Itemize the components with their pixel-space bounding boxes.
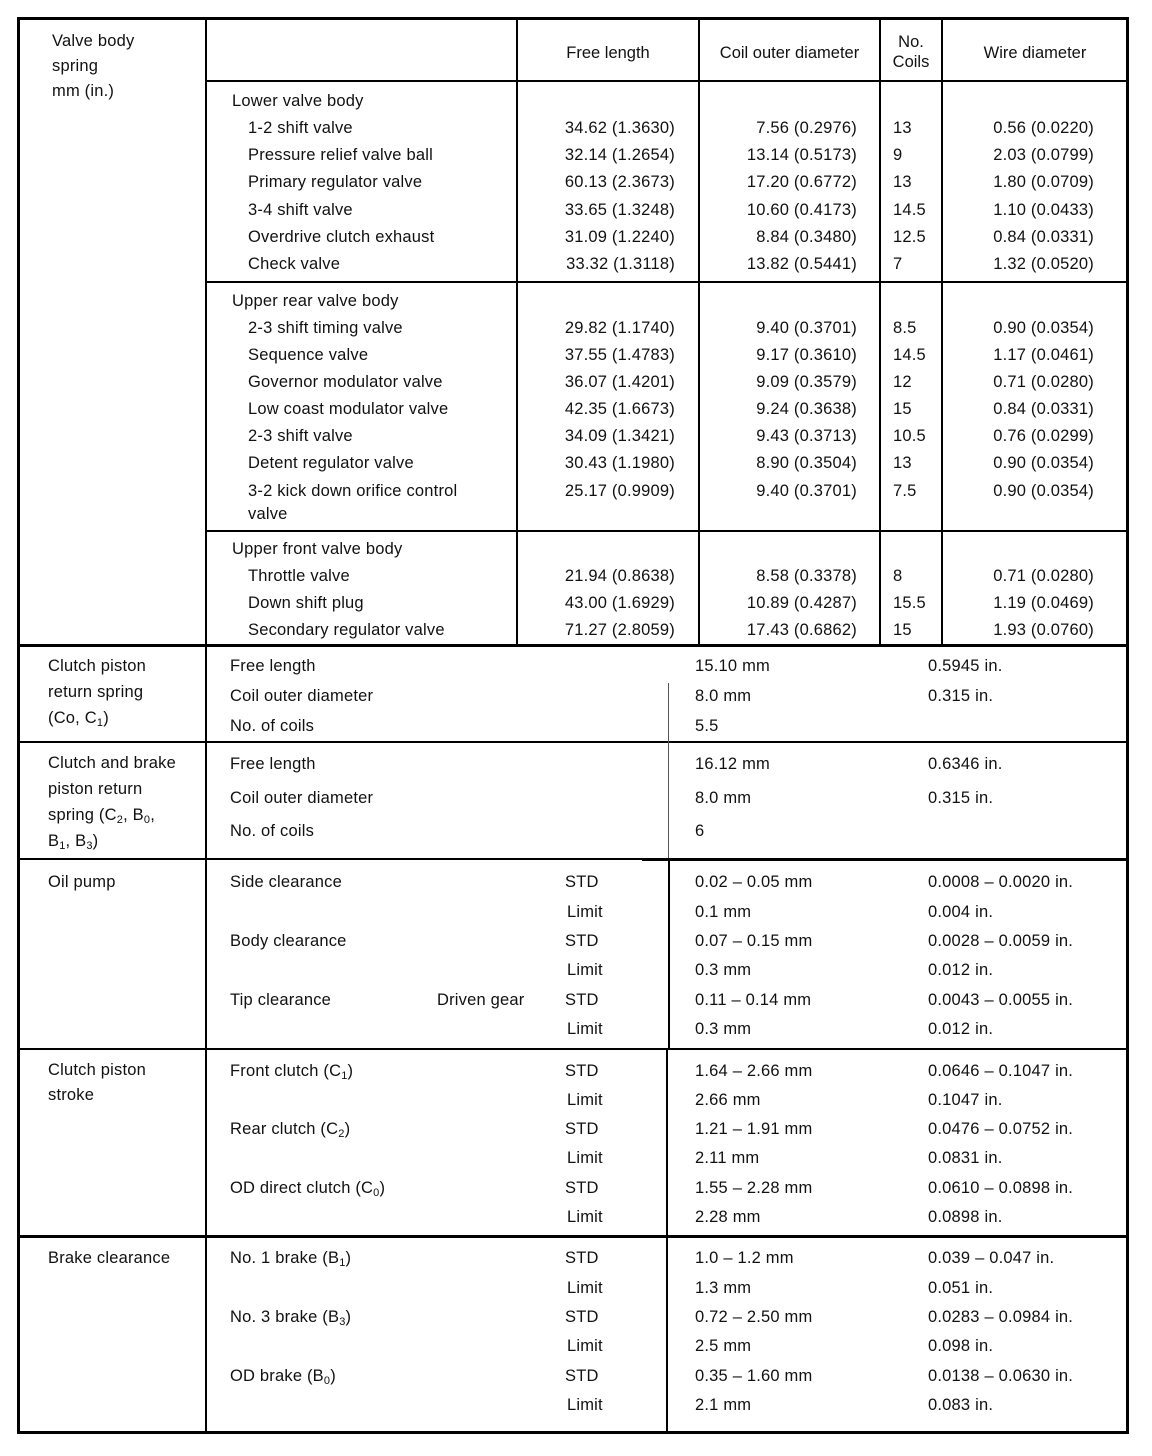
spec-kind: Limit xyxy=(567,903,603,921)
valve-name: 3-4 shift valve xyxy=(248,201,353,219)
spec-in: 0.0028 – 0.0059 in. xyxy=(928,932,1074,950)
coils-value: 12 xyxy=(893,373,912,391)
valve-name: Overdrive clutch exhaust xyxy=(248,228,435,246)
coil-od-value: 7.56 (0.2976) xyxy=(756,119,857,137)
valve-name: Sequence valve xyxy=(248,346,369,364)
coils-value: 7.5 xyxy=(893,482,917,500)
valve-body-label-2: spring xyxy=(52,57,99,75)
spec-item: No. 3 brake $(B_3)$ xyxy=(230,1308,352,1328)
wire-value: 1.93 (0.0760) xyxy=(993,621,1094,639)
clutch-brake-label-3: spring ($C_2$, $B_0$, xyxy=(48,806,155,826)
spec-mm: 0.72 – 2.50 mm xyxy=(695,1308,813,1326)
coils-value: 13 xyxy=(893,119,912,137)
divider-sec2 xyxy=(17,741,1129,743)
spec-mm: 0.02 – 0.05 mm xyxy=(695,873,813,891)
free-length-value: 60.13 (2.3673) xyxy=(564,173,675,191)
valve-name: Throttle valve xyxy=(248,567,350,585)
free-length-value: 25.17 (0.9909) xyxy=(564,482,675,500)
spec-sub-item: Driven gear xyxy=(437,991,525,1009)
spec-mm: 2.1 mm xyxy=(695,1396,752,1414)
spec-mm: 2.66 mm xyxy=(695,1091,761,1109)
spec-kind: Limit xyxy=(567,1396,603,1414)
spec-item: Tip clearance xyxy=(230,991,332,1009)
spec-in: 0.0610 – 0.0898 in. xyxy=(928,1179,1074,1197)
coil-od-value: 9.40 (0.3701) xyxy=(756,319,857,337)
header-no-coils-2: Coils xyxy=(892,53,930,71)
wire-value: 2.03 (0.0799) xyxy=(993,146,1094,164)
wire-value: 1.17 (0.0461) xyxy=(993,346,1094,364)
free-length-value: 33.65 (1.3248) xyxy=(564,201,675,219)
divider-col-coils xyxy=(879,17,881,644)
free-length-value: 32.14 (1.2654) xyxy=(564,146,675,164)
coil-od-value: 8.84 (0.3480) xyxy=(756,228,857,246)
coils-value: 13 xyxy=(893,173,912,191)
group-title: Upper front valve body xyxy=(232,540,403,558)
spec-kind: Limit xyxy=(567,1020,603,1038)
spec-in: 0.0043 – 0.0055 in. xyxy=(928,991,1074,1009)
spec-item: No. of coils xyxy=(230,822,315,840)
coils-value: 13 xyxy=(893,454,912,472)
header-free-length: Free length xyxy=(566,44,650,62)
coils-value: 12.5 xyxy=(893,228,926,246)
spec-item: OD direct clutch $(C_0)$ xyxy=(230,1179,386,1199)
header-no-coils-1: No. xyxy=(898,33,924,51)
spec-in: 0.083 in. xyxy=(928,1396,994,1414)
wire-value: 0.56 (0.0220) xyxy=(993,119,1094,137)
coil-od-value: 9.40 (0.3701) xyxy=(756,482,857,500)
coil-od-value: 8.58 (0.3378) xyxy=(756,567,857,585)
wire-value: 0.90 (0.0354) xyxy=(993,319,1094,337)
coil-od-value: 17.20 (0.6772) xyxy=(746,173,857,191)
free-length-value: 34.62 (1.3630) xyxy=(564,119,675,137)
spec-mm: 8.0 mm xyxy=(695,789,752,807)
free-length-value: 29.82 (1.1740) xyxy=(564,319,675,337)
coils-value: 7 xyxy=(893,255,903,273)
header-coil-outer-diameter: Coil outer diameter xyxy=(719,44,860,62)
coils-value: 15 xyxy=(893,400,912,418)
free-length-value: 21.94 (0.8638) xyxy=(564,567,675,585)
spec-kind: STD xyxy=(565,1179,599,1197)
valve-name-cont: valve xyxy=(248,505,288,523)
wire-value: 0.84 (0.0331) xyxy=(993,228,1094,246)
spec-mm: 1.21 – 1.91 mm xyxy=(695,1120,813,1138)
coil-od-value: 9.17 (0.3610) xyxy=(756,346,857,364)
valve-name: Detent regulator valve xyxy=(248,454,414,472)
spec-mm: 0.07 – 0.15 mm xyxy=(695,932,813,950)
brake-clearance-label: Brake clearance xyxy=(48,1249,171,1267)
spec-kind: Limit xyxy=(567,1149,603,1167)
spec-in: 0.0831 in. xyxy=(928,1149,1003,1167)
spec-mm: 2.28 mm xyxy=(695,1208,761,1226)
spec-mm: 1.0 – 1.2 mm xyxy=(695,1249,794,1267)
spec-mm: 2.5 mm xyxy=(695,1337,752,1355)
clutch-stroke-label-1: Clutch piston xyxy=(48,1061,146,1079)
free-length-value: 43.00 (1.6929) xyxy=(564,594,675,612)
spec-mm: 16.12 mm xyxy=(695,755,770,773)
border-left xyxy=(17,17,20,1434)
spec-kind: STD xyxy=(565,873,599,891)
spec-in: 0.0138 – 0.0630 in. xyxy=(928,1367,1074,1385)
coil-od-value: 9.24 (0.3638) xyxy=(756,400,857,418)
coil-od-value: 10.60 (0.4173) xyxy=(746,201,857,219)
spec-in: 0.315 in. xyxy=(928,687,994,705)
spec-item: No. of coils xyxy=(230,717,315,735)
coils-value: 10.5 xyxy=(893,427,926,445)
valve-name: 2-3 shift valve xyxy=(248,427,353,445)
spec-mm: 0.3 mm xyxy=(695,1020,752,1038)
divider-col-wire xyxy=(941,17,943,644)
free-length-value: 31.09 (1.2240) xyxy=(564,228,675,246)
group-title: Upper rear valve body xyxy=(232,292,399,310)
spec-item: Body clearance xyxy=(230,932,347,950)
coils-value: 15.5 xyxy=(893,594,926,612)
spec-item: Front clutch $(C_1)$ xyxy=(230,1062,354,1082)
spec-mm: 1.3 mm xyxy=(695,1279,752,1297)
spec-item: Coil outer diameter xyxy=(230,687,374,705)
spec-item: OD brake $(B_0)$ xyxy=(230,1367,336,1387)
wire-value: 1.10 (0.0433) xyxy=(993,201,1094,219)
valve-name: Down shift plug xyxy=(248,594,364,612)
spec-mm: 15.10 mm xyxy=(695,657,770,675)
spec-kind: STD xyxy=(565,1308,599,1326)
coil-od-value: 9.43 (0.3713) xyxy=(756,427,857,445)
spec-item: Free length xyxy=(230,657,316,675)
spec-in: 0.0283 – 0.0984 in. xyxy=(928,1308,1074,1326)
clutch-brake-label-1: Clutch and brake xyxy=(48,754,176,772)
spec-kind: STD xyxy=(565,1249,599,1267)
coil-od-value: 13.82 (0.5441) xyxy=(746,255,857,273)
valve-name: 3-2 kick down orifice control xyxy=(248,482,458,500)
free-length-value: 37.55 (1.4783) xyxy=(564,346,675,364)
spec-kind: STD xyxy=(565,1062,599,1080)
spec-mm: 5.5 xyxy=(695,717,719,735)
valve-name: Pressure relief valve ball xyxy=(248,146,433,164)
free-length-value: 71.27 (2.8059) xyxy=(564,621,675,639)
divider-col-coil xyxy=(698,17,700,644)
spec-kind: Limit xyxy=(567,1279,603,1297)
divider-sec5 xyxy=(17,1235,1129,1238)
spec-in: 0.012 in. xyxy=(928,961,994,979)
divider-col-free xyxy=(516,17,518,644)
coil-od-value: 17.43 (0.6862) xyxy=(746,621,857,639)
spec-in: 0.012 in. xyxy=(928,1020,994,1038)
spec-kind: Limit xyxy=(567,961,603,979)
clutch-return-label-2: return spring xyxy=(48,683,144,701)
spec-in: 0.0898 in. xyxy=(928,1208,1003,1226)
divider-value-col-2 xyxy=(668,860,670,1048)
coils-value: 8.5 xyxy=(893,319,917,337)
spec-mm: 1.55 – 2.28 mm xyxy=(695,1179,813,1197)
spec-item: Side clearance xyxy=(230,873,342,891)
coils-value: 15 xyxy=(893,621,912,639)
free-length-value: 36.07 (1.4201) xyxy=(564,373,675,391)
divider-header-bottom xyxy=(205,80,1129,82)
spec-item: Rear clutch $(C_2)$ xyxy=(230,1120,351,1140)
divider-group1-bottom xyxy=(205,281,1129,283)
clutch-return-label-1: Clutch piston xyxy=(48,657,146,675)
spec-item: Coil outer diameter xyxy=(230,789,374,807)
free-length-value: 33.32 (1.3118) xyxy=(566,255,675,273)
free-length-value: 42.35 (1.6673) xyxy=(564,400,675,418)
spec-mm: 8.0 mm xyxy=(695,687,752,705)
coil-od-value: 8.90 (0.3504) xyxy=(756,454,857,472)
spec-in: 0.1047 in. xyxy=(928,1091,1003,1109)
oil-pump-label: Oil pump xyxy=(48,873,116,891)
divider-sec3-thick xyxy=(642,858,1129,861)
coils-value: 8 xyxy=(893,567,903,585)
spec-kind: Limit xyxy=(567,1091,603,1109)
spec-item: No. 1 brake $(B_1)$ xyxy=(230,1249,352,1269)
spec-in: 0.051 in. xyxy=(928,1279,994,1297)
clutch-brake-label-2: piston return xyxy=(48,780,143,798)
spec-kind: STD xyxy=(565,991,599,1009)
wire-value: 0.90 (0.0354) xyxy=(993,482,1094,500)
border-top xyxy=(17,17,1129,20)
clutch-brake-label-4: $B_1$, $B_3$) xyxy=(48,832,99,852)
border-bottom xyxy=(17,1431,1129,1434)
valve-name: 2-3 shift timing valve xyxy=(248,319,403,337)
spec-in: 0.6346 in. xyxy=(928,755,1003,773)
valve-name: Low coast modulator valve xyxy=(248,400,449,418)
coil-od-value: 9.09 (0.3579) xyxy=(756,373,857,391)
spec-in: 0.004 in. xyxy=(928,903,994,921)
valve-name: Governor modulator valve xyxy=(248,373,443,391)
valve-name: 1-2 shift valve xyxy=(248,119,353,137)
spec-in: 0.098 in. xyxy=(928,1337,994,1355)
spec-in: 0.0008 – 0.0020 in. xyxy=(928,873,1074,891)
free-length-value: 30.43 (1.1980) xyxy=(564,454,675,472)
clutch-stroke-label-2: stroke xyxy=(48,1086,95,1104)
divider-value-col-4 xyxy=(666,1238,668,1434)
valve-body-label-3: mm (in.) xyxy=(52,82,115,100)
spec-mm: 0.1 mm xyxy=(695,903,752,921)
divider-group2-bottom xyxy=(205,530,1129,532)
valve-name: Secondary regulator valve xyxy=(248,621,445,639)
free-length-value: 34.09 (1.3421) xyxy=(564,427,675,445)
spec-mm: 1.64 – 2.66 mm xyxy=(695,1062,813,1080)
spec-mm: 0.3 mm xyxy=(695,961,752,979)
valve-name: Primary regulator valve xyxy=(248,173,423,191)
spec-kind: Limit xyxy=(567,1208,603,1226)
coil-od-value: 10.89 (0.4287) xyxy=(746,594,857,612)
spec-mm: 0.35 – 1.60 mm xyxy=(695,1367,813,1385)
coil-od-value: 13.14 (0.5173) xyxy=(746,146,857,164)
wire-value: 0.71 (0.0280) xyxy=(993,567,1094,585)
coils-value: 9 xyxy=(893,146,903,164)
valve-name: Check valve xyxy=(248,255,341,273)
divider-sec1 xyxy=(17,644,1129,647)
wire-value: 0.76 (0.0299) xyxy=(993,427,1094,445)
coils-value: 14.5 xyxy=(893,346,926,364)
wire-value: 0.71 (0.0280) xyxy=(993,373,1094,391)
border-right xyxy=(1126,17,1129,1434)
wire-value: 0.84 (0.0331) xyxy=(993,400,1094,418)
wire-value: 1.19 (0.0469) xyxy=(993,594,1094,612)
spec-in: 0.315 in. xyxy=(928,789,994,807)
spec-mm: 6 xyxy=(695,822,705,840)
spec-kind: STD xyxy=(565,1367,599,1385)
spec-in: 0.0476 – 0.0752 in. xyxy=(928,1120,1074,1138)
spec-kind: STD xyxy=(565,932,599,950)
divider-sec4 xyxy=(17,1048,1129,1050)
divider-value-col-1 xyxy=(668,683,669,858)
wire-value: 1.80 (0.0709) xyxy=(993,173,1094,191)
clutch-return-label-3: (Co, $C_1$) xyxy=(48,709,109,729)
group-title: Lower valve body xyxy=(232,92,364,110)
spec-in: 0.039 – 0.047 in. xyxy=(928,1249,1055,1267)
spec-item: Free length xyxy=(230,755,316,773)
wire-value: 0.90 (0.0354) xyxy=(993,454,1094,472)
divider-value-col-3 xyxy=(666,1050,668,1235)
coils-value: 14.5 xyxy=(893,201,926,219)
valve-body-label-1: Valve body xyxy=(52,32,135,50)
spec-mm: 0.11 – 0.14 mm xyxy=(695,991,812,1009)
spec-in: 0.5945 in. xyxy=(928,657,1003,675)
spec-kind: STD xyxy=(565,1120,599,1138)
spec-kind: Limit xyxy=(567,1337,603,1355)
divider-label-col xyxy=(205,17,207,1434)
wire-value: 1.32 (0.0520) xyxy=(993,255,1094,273)
header-wire-diameter: Wire diameter xyxy=(983,44,1087,62)
spec-mm: 2.11 mm xyxy=(695,1149,760,1167)
spec-in: 0.0646 – 0.1047 in. xyxy=(928,1062,1074,1080)
